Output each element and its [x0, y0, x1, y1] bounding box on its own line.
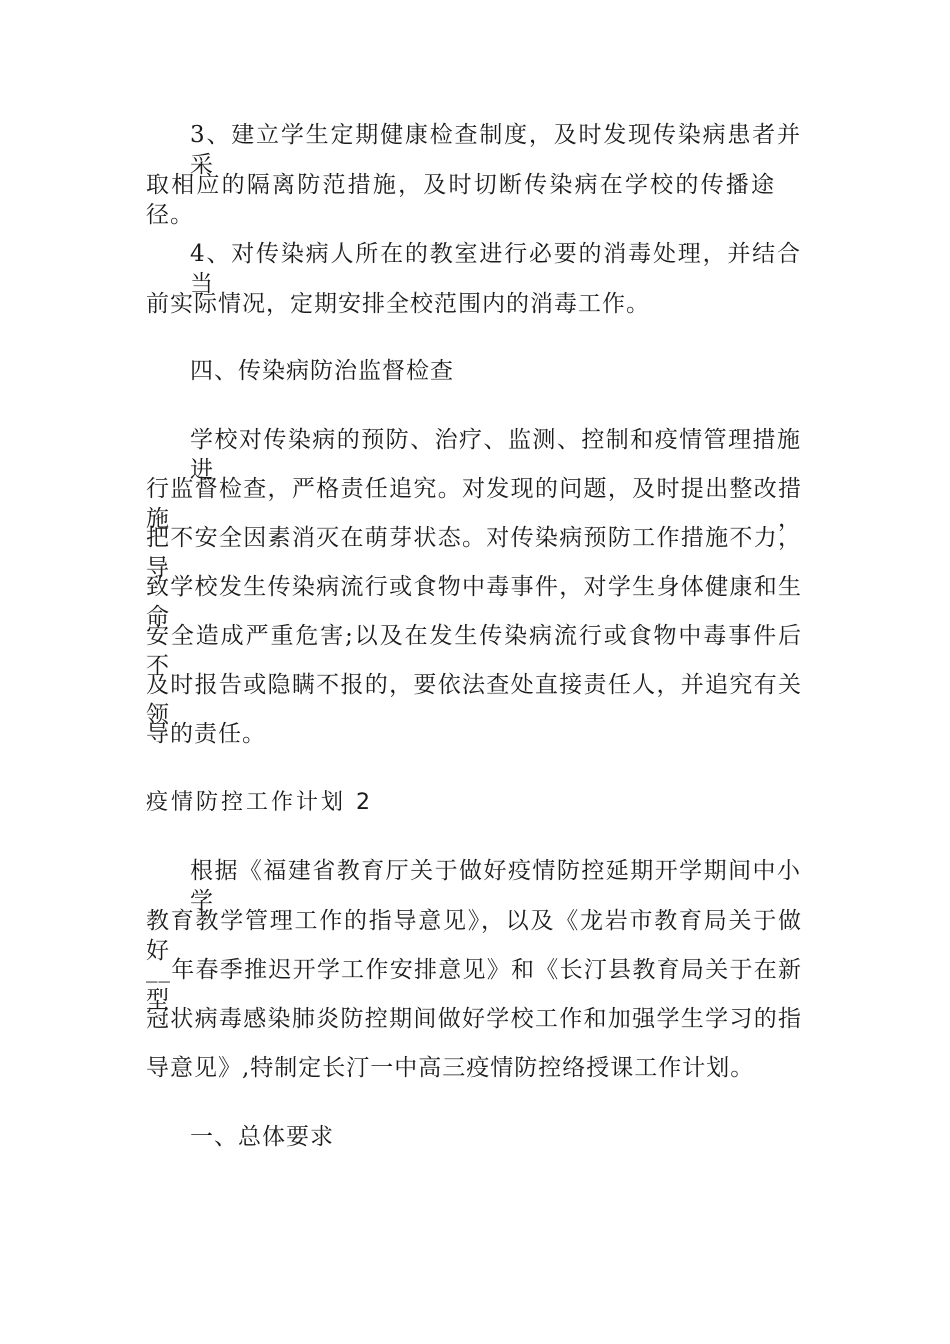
para-basis-line-1: 根据《福建省教育厅关于做好疫情防控延期开学期间中小学: [190, 858, 801, 914]
para-basis-line-5: 导意见》,特制定长汀一中高三疫情防控络授课工作计划。: [146, 1055, 755, 1081]
para-supervision-line-1: 学校对传染病的预防、治疗、监测、控制和疫情管理措施进: [190, 427, 801, 483]
section-title: 疫情防控工作计划 2: [146, 790, 373, 815]
para-3-line-1: 3、建立学生定期健康检查制度，及时发现传染病患者并采: [190, 122, 801, 178]
para-basis-line-3: __年春季推迟开学工作安排意见》和《长汀县教育局关于在新型: [146, 957, 802, 1013]
para-supervision-line-5: 安全造成严重危害;以及在发生传染病流行或食物中毒事件后不: [146, 623, 802, 679]
para-basis-line-2: 教育教学管理工作的指导意见》，以及《龙岩市教育局关于做好: [146, 908, 802, 964]
para-4-line-2: 前实际情况，定期安排全校范围内的消毒工作。: [146, 291, 650, 317]
heading-4: 四、传染病防治监督检查: [190, 358, 454, 384]
para-supervision-line-4: 致学校发生传染病流行或食物中毒事件，对学生身体健康和生命: [146, 574, 802, 630]
para-basis-line-4: 冠状病毒感染肺炎防控期间做好学校工作和加强学生学习的指: [146, 1006, 802, 1032]
para-supervision-line-2: 行监督检查，严格责任追究。对发现的问题，及时提出整改措施，: [146, 476, 802, 532]
para-supervision-line-3: 把不安全因素消灭在萌芽状态。对传染病预防工作措施不力，导: [146, 525, 802, 581]
para-supervision-line-7: 导的责任。: [146, 721, 266, 747]
para-3-line-2: 取相应的隔离防范措施，及时切断传染病在学校的传播途径。: [146, 172, 775, 228]
heading-1: 一、总体要求: [190, 1124, 334, 1150]
para-4-line-1: 4、对传染病人所在的教室进行必要的消毒处理，并结合当: [190, 241, 801, 297]
para-supervision-line-6: 及时报告或隐瞒不报的，要依法查处直接责任人，并追究有关领: [146, 672, 802, 728]
